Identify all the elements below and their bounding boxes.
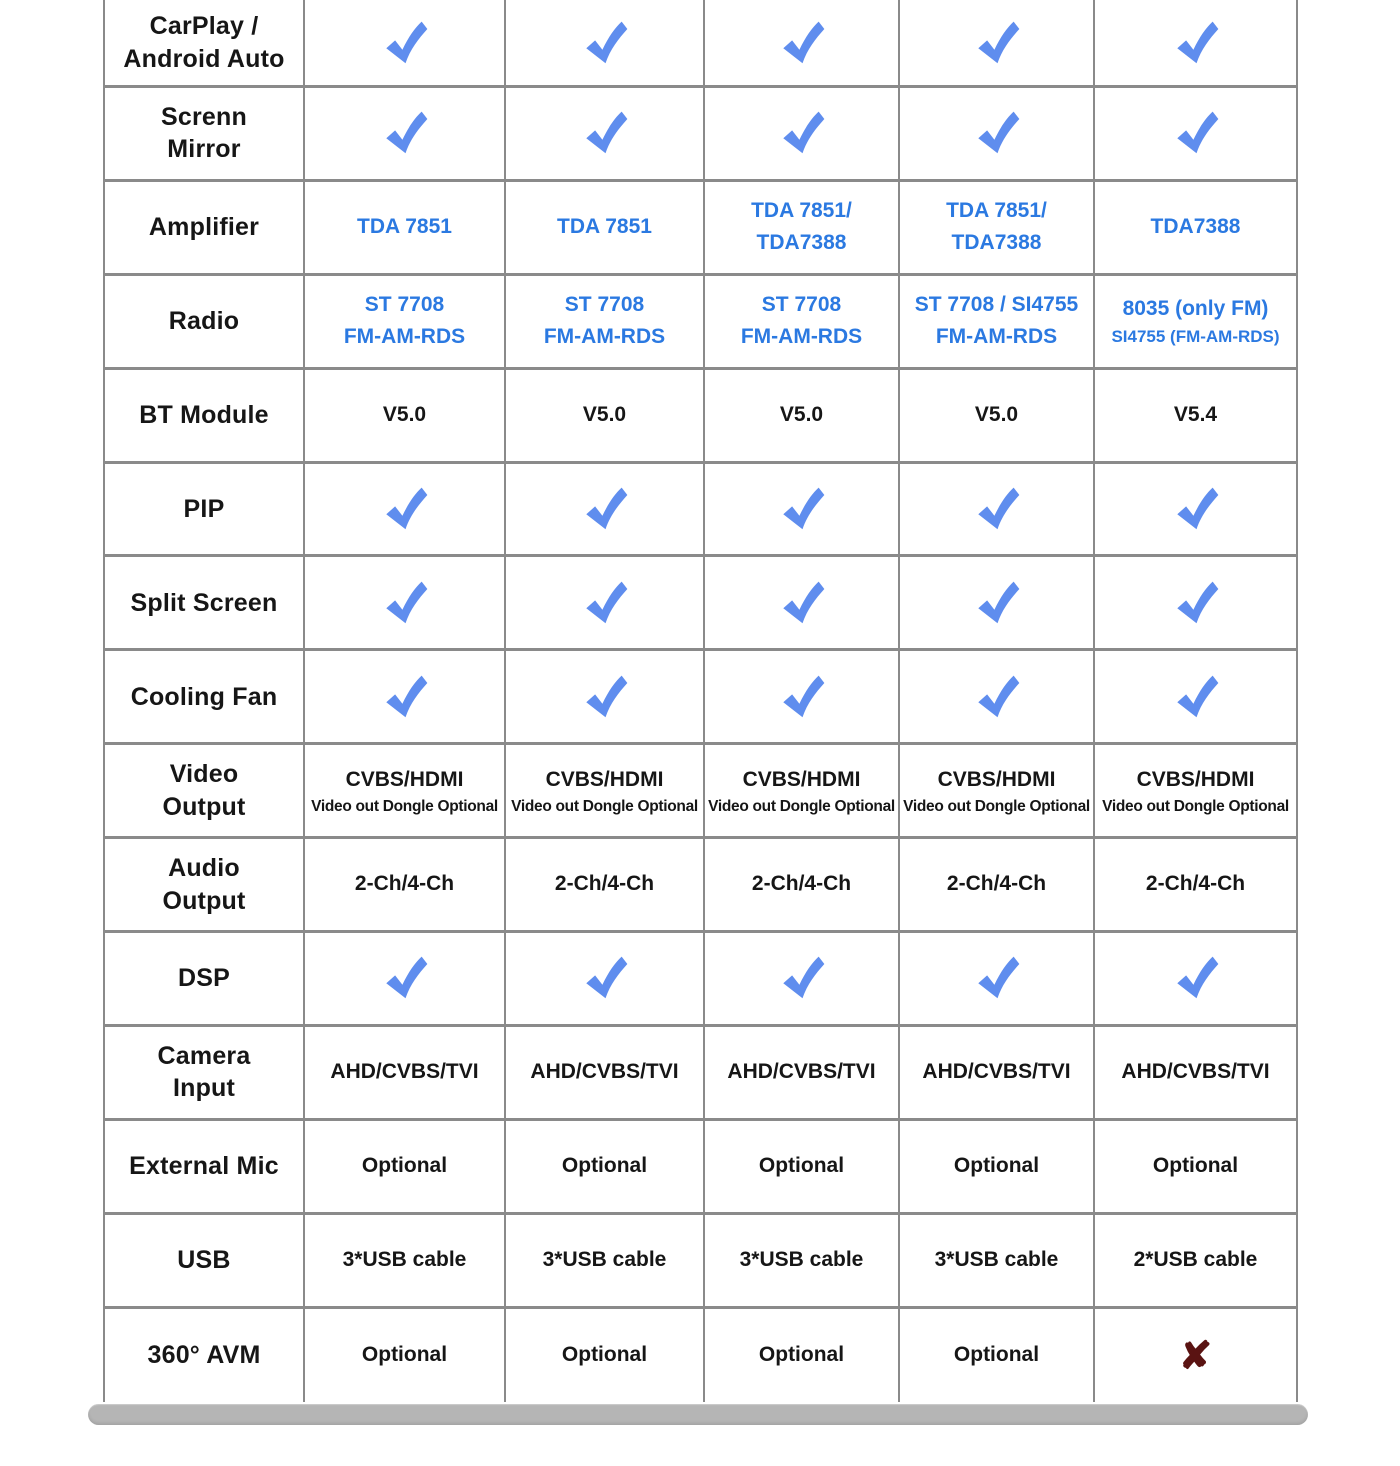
- spec-cell-text: CVBS/HDMI: [345, 767, 464, 791]
- check-icon: [379, 17, 431, 69]
- spec-cell: [305, 464, 506, 558]
- spec-cell: [705, 651, 900, 745]
- spec-cell: [900, 88, 1095, 182]
- check-icon: [379, 107, 431, 159]
- spec-cell-text: ST 7708: [761, 292, 842, 316]
- spec-cell-text: Video out Dongle Optional: [511, 798, 698, 816]
- spec-cell-text: Optional: [953, 1343, 1040, 1367]
- spec-cell-text: 3*USB cable: [342, 1247, 467, 1271]
- spec-cell-text: Video out Dongle Optional: [1102, 798, 1289, 816]
- spec-cell-text: TDA 7851/: [751, 198, 852, 222]
- spec-cell: [705, 276, 900, 370]
- spec-cell: [705, 745, 900, 839]
- check-icon: [579, 483, 631, 535]
- spec-cell-text: AHD/CVBS/TVI: [330, 1060, 479, 1084]
- spec-cell: [705, 1027, 900, 1121]
- spec-cell-text: AHD/CVBS/TVI: [922, 1060, 1071, 1084]
- spec-cell: [1095, 88, 1296, 182]
- spec-cell: [900, 276, 1095, 370]
- check-icon: [379, 577, 431, 629]
- row-label-line: Mirror: [167, 135, 241, 164]
- spec-cell-text: Video out Dongle Optional: [708, 798, 895, 816]
- spec-cell: [305, 0, 506, 88]
- spec-cell: [900, 1309, 1095, 1403]
- spec-cell: [1095, 1309, 1296, 1403]
- check-icon: [776, 952, 828, 1004]
- spec-cell: [506, 1121, 705, 1215]
- row-label: [105, 1027, 305, 1121]
- row-label-line: Audio: [168, 854, 240, 883]
- spec-cell: [900, 557, 1095, 651]
- check-icon: [1170, 17, 1222, 69]
- spec-cell-text: FM-AM-RDS: [935, 325, 1058, 349]
- spec-cell: [305, 370, 506, 464]
- spec-cell: [1095, 0, 1296, 88]
- cross-icon: ✘: [1178, 1334, 1213, 1377]
- spec-cell-text: V5.4: [1173, 402, 1218, 426]
- check-icon: [379, 671, 431, 723]
- row-label-line: 360° AVM: [147, 1341, 261, 1370]
- spec-cell: [900, 651, 1095, 745]
- spec-cell-text: CVBS/HDMI: [1136, 767, 1255, 791]
- row-label-line: PIP: [183, 494, 225, 523]
- row-label: [105, 276, 305, 370]
- spec-cell-text: Video out Dongle Optional: [311, 798, 498, 816]
- spec-cell: [705, 1215, 900, 1309]
- spec-cell: [506, 1309, 705, 1403]
- row-label-line: Amplifier: [148, 213, 260, 242]
- row-label-line: CarPlay /: [149, 12, 259, 40]
- spec-cell-text: SI4755 (FM-AM-RDS): [1111, 327, 1280, 347]
- check-icon: [579, 952, 631, 1004]
- spec-cell-text: 2-Ch/4-Ch: [751, 872, 852, 896]
- spec-cell: [506, 0, 705, 88]
- row-label-line: DSP: [177, 964, 230, 993]
- spec-cell: [506, 464, 705, 558]
- spec-cell-text: ST 7708: [364, 292, 445, 316]
- spec-cell: [305, 651, 506, 745]
- row-label-line: USB: [177, 1245, 231, 1274]
- spec-cell-text: 2*USB cable: [1133, 1247, 1258, 1271]
- spec-cell-text: FM-AM-RDS: [543, 325, 666, 349]
- spec-cell: [1095, 839, 1296, 933]
- spec-cell: [506, 1215, 705, 1309]
- row-label: [105, 557, 305, 651]
- spec-cell-text: 3*USB cable: [542, 1247, 667, 1271]
- spec-cell: [900, 1027, 1095, 1121]
- check-icon: [776, 577, 828, 629]
- check-icon: [971, 17, 1023, 69]
- row-label: [105, 88, 305, 182]
- row-label: [105, 182, 305, 276]
- row-label: [105, 839, 305, 933]
- check-icon: [379, 483, 431, 535]
- spec-cell: [305, 1309, 506, 1403]
- spec-cell-text: TDA7388: [951, 231, 1042, 255]
- spec-cell: [305, 1215, 506, 1309]
- spec-cell: [900, 0, 1095, 88]
- spec-cell: [305, 745, 506, 839]
- spec-cell-text: CVBS/HDMI: [937, 767, 1056, 791]
- spec-cell-text: FM-AM-RDS: [740, 325, 863, 349]
- check-icon: [971, 483, 1023, 535]
- spec-cell-text: AHD/CVBS/TVI: [1121, 1060, 1270, 1084]
- check-icon: [1170, 577, 1222, 629]
- spec-cell: [705, 370, 900, 464]
- spec-cell: [305, 933, 506, 1027]
- spec-cell: [900, 370, 1095, 464]
- check-icon: [579, 577, 631, 629]
- spec-cell-text: TDA7388: [1150, 215, 1241, 239]
- spec-cell: [305, 557, 506, 651]
- spec-cell-text: Video out Dongle Optional: [903, 798, 1090, 816]
- spec-cell: [705, 182, 900, 276]
- spec-cell-text: 2-Ch/4-Ch: [354, 872, 455, 896]
- row-label: [105, 651, 305, 745]
- spec-cell: [1095, 1027, 1296, 1121]
- spec-cell-text: 2-Ch/4-Ch: [1145, 872, 1246, 896]
- spec-cell-text: Optional: [758, 1153, 845, 1177]
- row-label: [105, 0, 305, 88]
- spec-cell-text: Optional: [561, 1343, 648, 1367]
- spec-cell-text: 2-Ch/4-Ch: [946, 872, 1047, 896]
- check-icon: [971, 577, 1023, 629]
- spec-cell-text: 2-Ch/4-Ch: [554, 872, 655, 896]
- spec-cell: [1095, 370, 1296, 464]
- spec-cell-text: ST 7708: [564, 292, 645, 316]
- spec-cell: [1095, 182, 1296, 276]
- spec-cell: [506, 839, 705, 933]
- check-icon: [971, 671, 1023, 723]
- check-icon: [776, 107, 828, 159]
- row-label: [105, 464, 305, 558]
- spec-cell: [705, 839, 900, 933]
- spec-cell: [1095, 276, 1296, 370]
- row-label: [105, 1215, 305, 1309]
- spec-cell: [506, 182, 705, 276]
- row-label-line: Cooling Fan: [130, 682, 278, 711]
- spec-cell: [1095, 745, 1296, 839]
- row-label-line: Screnn: [161, 102, 247, 131]
- spec-cell-text: V5.0: [582, 402, 627, 426]
- spec-cell: [506, 370, 705, 464]
- spec-cell: [506, 276, 705, 370]
- spec-cell: [305, 839, 506, 933]
- spec-cell-text: TDA7388: [756, 231, 847, 255]
- check-icon: [579, 107, 631, 159]
- spec-cell-text: V5.0: [779, 402, 824, 426]
- spec-comparison-table: [103, 0, 1298, 1402]
- spec-cell-text: Optional: [361, 1343, 448, 1367]
- row-label-line: Output: [162, 886, 246, 915]
- row-label: [105, 370, 305, 464]
- spec-cell: [900, 933, 1095, 1027]
- spec-cell-text: TDA 7851/: [946, 198, 1047, 222]
- spec-cell: [305, 1121, 506, 1215]
- row-label-line: Camera: [157, 1041, 251, 1070]
- row-label: [105, 1121, 305, 1215]
- spec-cell: [705, 1121, 900, 1215]
- spec-cell-text: Optional: [361, 1153, 448, 1177]
- spec-cell-text: Optional: [1152, 1153, 1239, 1177]
- spec-cell: [506, 933, 705, 1027]
- spec-cell: [900, 464, 1095, 558]
- check-icon: [1170, 952, 1222, 1004]
- spec-cell-text: CVBS/HDMI: [742, 767, 861, 791]
- check-icon: [971, 952, 1023, 1004]
- check-icon: [776, 17, 828, 69]
- spec-cell: [705, 88, 900, 182]
- spec-cell-text: ST 7708 / SI4755: [914, 292, 1079, 316]
- spec-cell: [506, 651, 705, 745]
- spec-cell: [705, 0, 900, 88]
- check-icon: [579, 17, 631, 69]
- spec-cell-text: FM-AM-RDS: [343, 325, 466, 349]
- spec-cell: [506, 745, 705, 839]
- spec-cell: [1095, 557, 1296, 651]
- spec-cell-text: TDA 7851: [357, 215, 452, 239]
- spec-cell-text: TDA 7851: [557, 215, 652, 239]
- row-label-line: Video: [169, 760, 239, 789]
- horizontal-scrollbar-thumb[interactable]: [88, 1404, 1308, 1425]
- spec-cell: [1095, 651, 1296, 745]
- row-label-line: Output: [162, 792, 246, 821]
- row-label: [105, 745, 305, 839]
- spec-cell: [305, 1027, 506, 1121]
- spec-cell: [705, 557, 900, 651]
- spec-cell: [900, 1215, 1095, 1309]
- spec-cell: [900, 1121, 1095, 1215]
- row-label-line: Input: [172, 1074, 236, 1103]
- row-label: [105, 933, 305, 1027]
- spec-cell-text: Optional: [561, 1153, 648, 1177]
- spec-cell: [305, 276, 506, 370]
- spec-cell: [1095, 1215, 1296, 1309]
- spec-cell-text: 8035 (only FM): [1122, 297, 1269, 321]
- spec-cell-text: AHD/CVBS/TVI: [530, 1060, 679, 1084]
- check-icon: [1170, 483, 1222, 535]
- spec-cell-text: CVBS/HDMI: [545, 767, 664, 791]
- spec-cell: [506, 88, 705, 182]
- row-label-line: BT Module: [139, 400, 269, 429]
- row-label-line: Split Screen: [130, 588, 278, 617]
- spec-cell: [506, 1027, 705, 1121]
- spec-cell: [900, 182, 1095, 276]
- spec-cell-text: Optional: [758, 1343, 845, 1367]
- spec-cell-text: V5.0: [382, 402, 427, 426]
- check-icon: [1170, 671, 1222, 723]
- row-label-line: Radio: [168, 306, 240, 335]
- row-label-line: External Mic: [129, 1151, 279, 1180]
- check-icon: [579, 671, 631, 723]
- spec-cell: [705, 933, 900, 1027]
- check-icon: [1170, 107, 1222, 159]
- check-icon: [776, 671, 828, 723]
- spec-cell-text: V5.0: [974, 402, 1019, 426]
- spec-cell: [305, 182, 506, 276]
- spec-cell: [705, 1309, 900, 1403]
- spec-cell: [900, 839, 1095, 933]
- spec-cell: [1095, 1121, 1296, 1215]
- row-label-line: Android Auto: [123, 44, 285, 73]
- check-icon: [379, 952, 431, 1004]
- spec-cell: [506, 557, 705, 651]
- spec-cell: [1095, 464, 1296, 558]
- check-icon: [776, 483, 828, 535]
- spec-cell: [1095, 933, 1296, 1027]
- spec-cell-text: 3*USB cable: [934, 1247, 1059, 1271]
- spec-cell: [705, 464, 900, 558]
- check-icon: [971, 107, 1023, 159]
- spec-cell-text: AHD/CVBS/TVI: [727, 1060, 876, 1084]
- spec-cell: [305, 88, 506, 182]
- spec-cell-text: 3*USB cable: [739, 1247, 864, 1271]
- spec-cell-text: Optional: [953, 1153, 1040, 1177]
- row-label: [105, 1309, 305, 1403]
- spec-cell: [900, 745, 1095, 839]
